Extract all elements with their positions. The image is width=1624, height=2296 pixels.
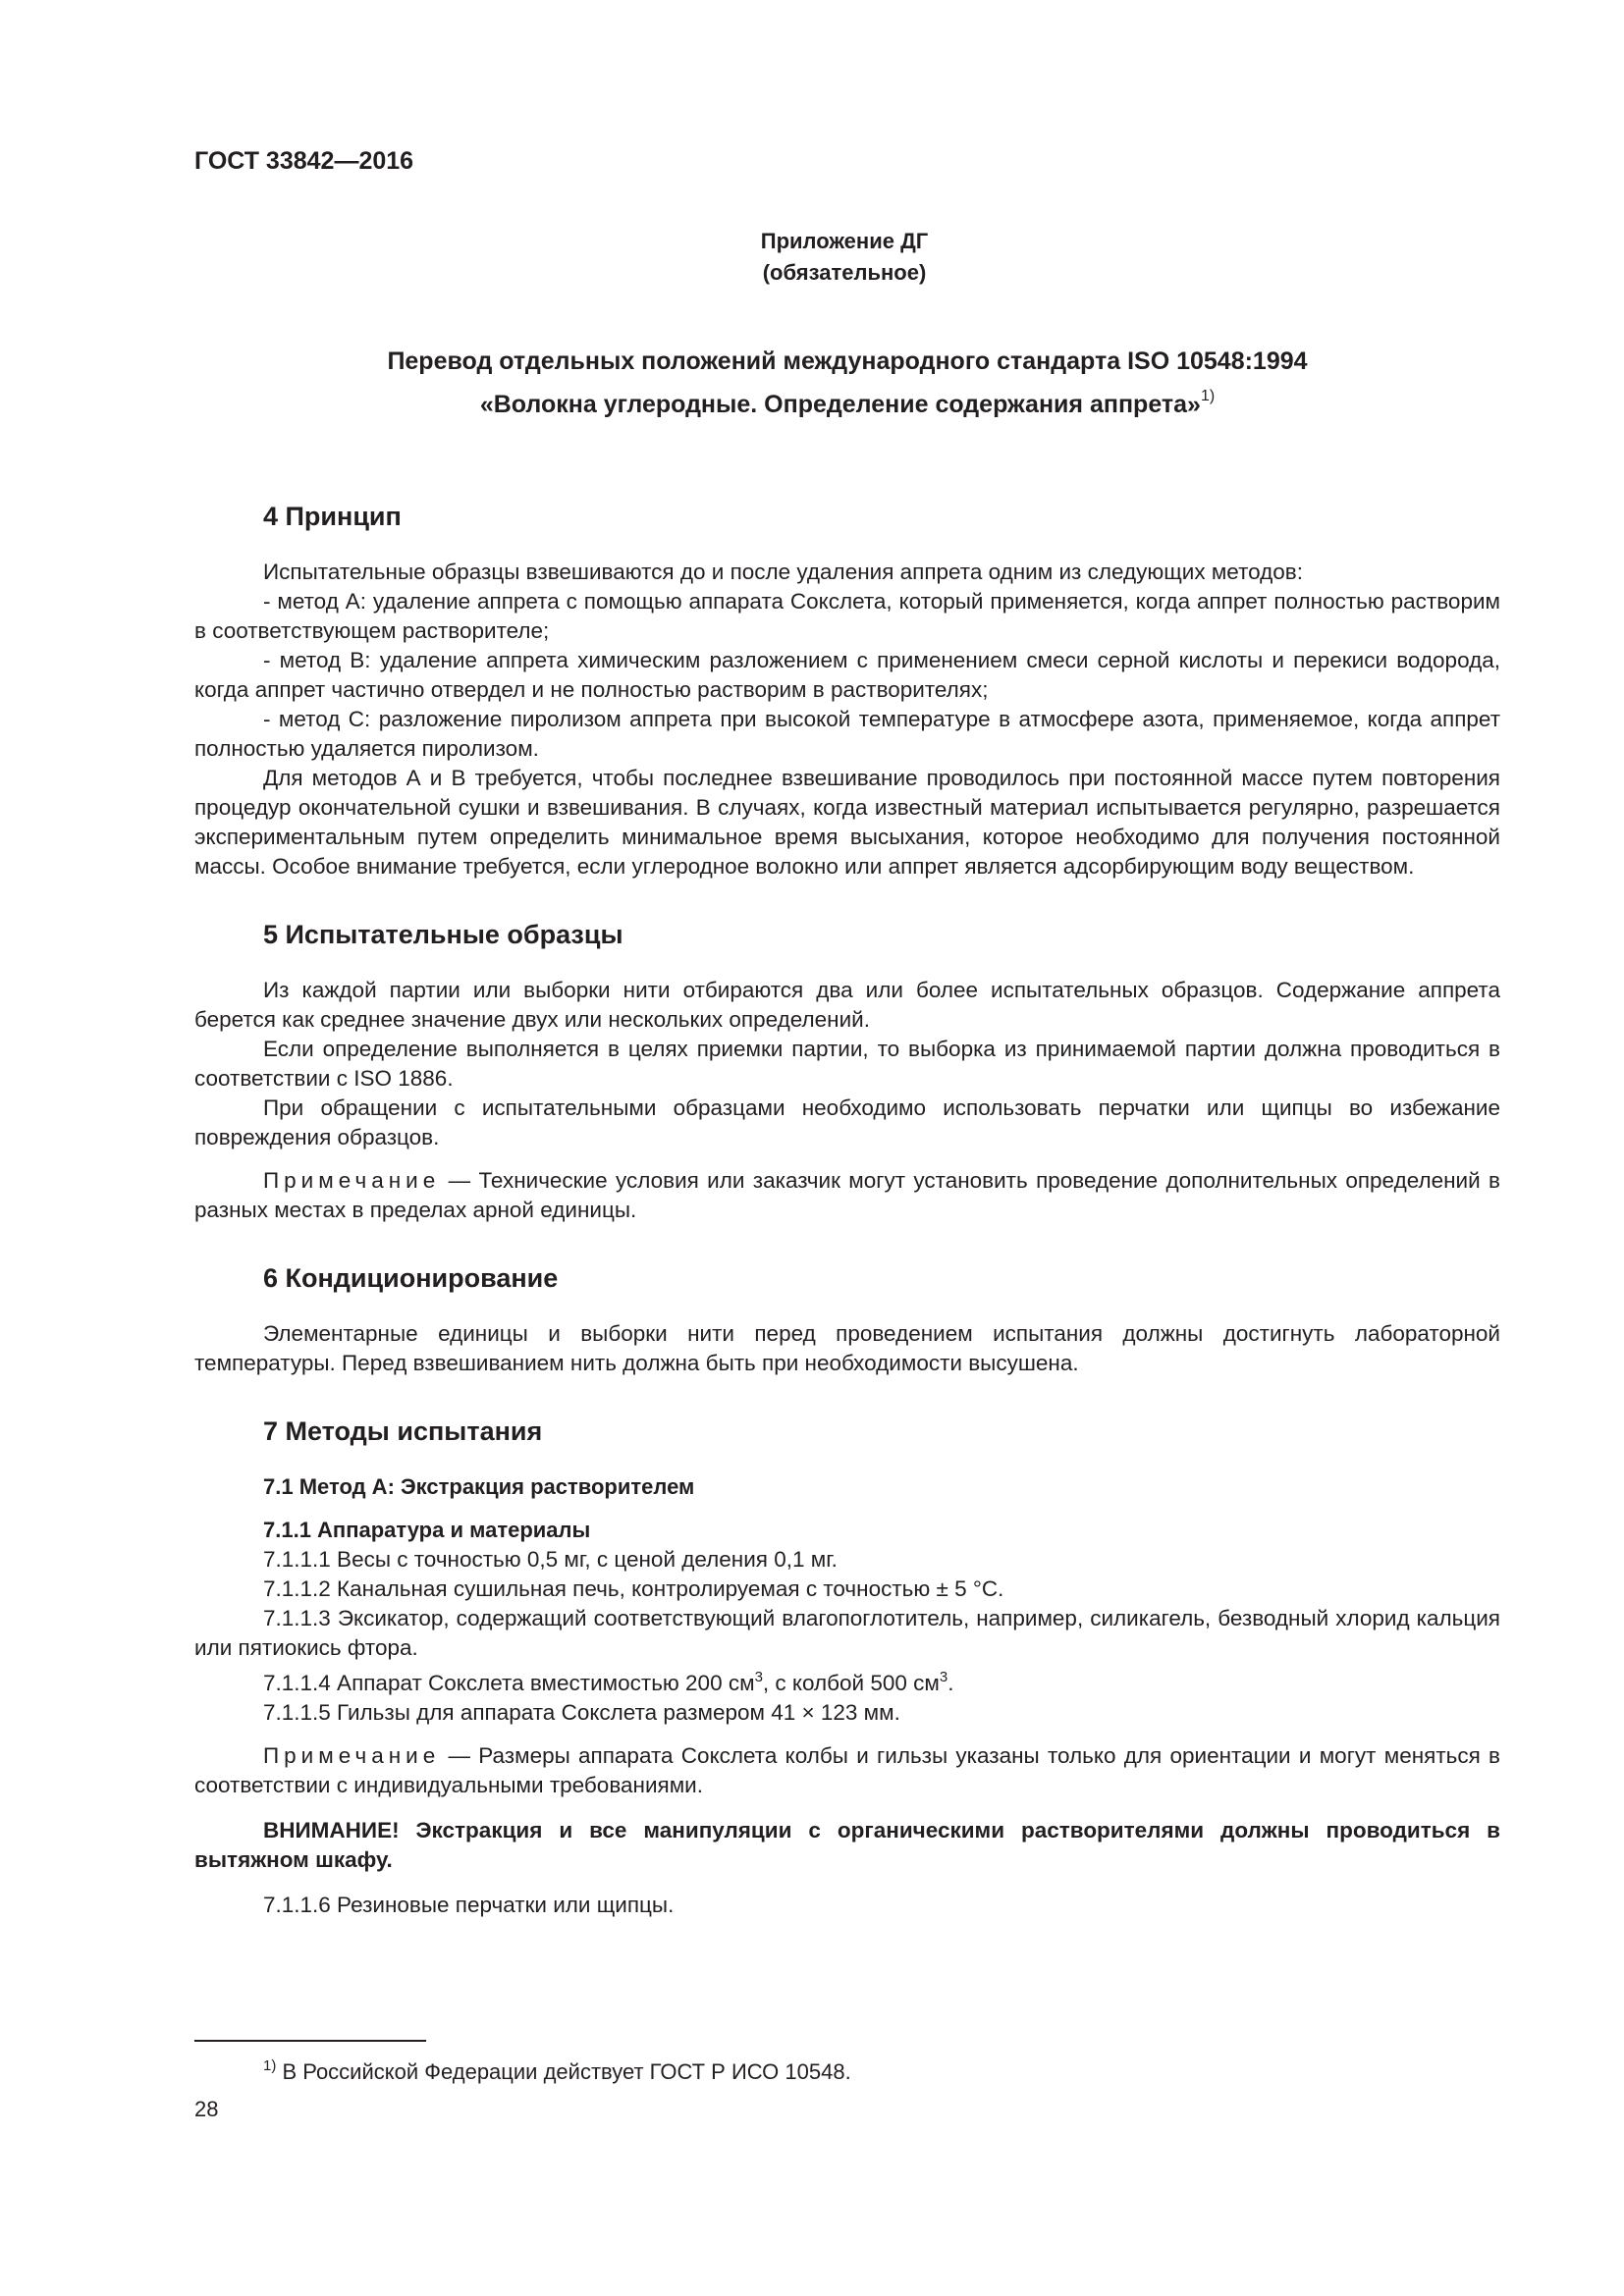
list-item: 7.1.1.1 Весы с точностью 0,5 мг, с ценой деления 0,1 мг. [263, 1547, 838, 1572]
footnote [263, 2052, 851, 2087]
section-heading: 4 Принцип [263, 502, 402, 531]
title-line-2: «Волокна углеродные. Определение содержания аппрета»$^{1)}$ [479, 388, 1216, 418]
appendix-title: Приложение ДГ [760, 229, 929, 253]
section-5 [194, 917, 1500, 1225]
section-heading: 6 Кондиционирование [263, 1263, 559, 1293]
document-body [194, 499, 1500, 1920]
footnote-mark: 1) [263, 2057, 277, 2074]
page-number: 28 [194, 2097, 219, 2121]
paragraph: Элементарные единицы и выборки нити перед проведением испытания должны достигнуть лабораторной температуры. Перед взвешиванием нить должна быть при необходимости высушена. [194, 1321, 1500, 1375]
title-line-1: Перевод отдельных положений международного стандарта ISO 10548:1994 [387, 347, 1308, 375]
list-item: 7.1.1.4 Аппарат Сокслета вместимостью 200 $см^3$, с колбой 500 $см^3$. [263, 1669, 954, 1695]
note [194, 1166, 1500, 1225]
note [194, 1741, 1500, 1800]
list-item: - метод А: удаление аппрета с помощью аппарата Сокслета, который применяется, когда аппрет полностью растворим в соответствующем растворителе; [194, 589, 1500, 643]
paragraph: Если определение выполняется в целях приемки партии, то выборка из принимаемой партии должна проводиться в соответствии с ISO 1886. [194, 1037, 1500, 1091]
note-label: Примечание [263, 1743, 441, 1768]
note-text: — Размеры аппарата Сокслета колбы и гильзы указаны только для ориентации и могут меняться в соответствии с индивидуальными требованиями. [194, 1743, 1500, 1797]
section-7 [194, 1414, 1500, 1920]
title-footnote-mark: 1) [1200, 388, 1216, 404]
section-heading: 7 Методы испытания [263, 1416, 543, 1446]
document-header: ГОСТ 33842—2016 [194, 147, 414, 175]
list-item: 7.1.1.2 Канальная сушильная печь, контролируемая с точностью ± 5 °С. [263, 1576, 1004, 1601]
section-heading: 5 Испытательные образцы [263, 920, 623, 949]
section-6 [194, 1260, 1500, 1378]
list-item: - метод В: удаление аппрета химическим разложением с применением смеси серной кислоты и перекиси водорода, когда аппрет частично отвердел и не полностью растворим в растворителях; [194, 648, 1500, 702]
list-item: 7.1.1.5 Гильзы для аппарата Сокслета размером 41 × 123 мм. [263, 1700, 900, 1725]
appendix-heading [393, 226, 1296, 289]
section-4 [194, 499, 1500, 881]
document-title [194, 344, 1500, 422]
subsection-heading: 7.1 Метод А: Экстракция растворителем [263, 1474, 695, 1499]
footnote-text: В Российской Федерации действует ГОСТ Р ИСО 10548. [276, 2059, 851, 2084]
list-item: 7.1.1.3 Эксикатор, содержащий соответствующий влагопоглотитель, например, силикагель, безводный хлорид кальция или пятиокись фтора. [194, 1606, 1500, 1660]
list-item: - метод С: разложение пиролизом аппрета при высокой температуре в атмосфере азота, применяемое, когда аппрет полностью удаляется пиролизом. [194, 707, 1500, 761]
footnote-divider [194, 2040, 426, 2042]
appendix-status: (обязательное) [762, 260, 927, 285]
paragraph: Для методов А и В требуется, чтобы последнее взвешивание проводилось при постоянной массе путем повторения процедур окончательной сушки и взвешивания. В случаях, когда известный материал испытывается регулярно, разрешается экспериментальным путем определить минимальное время высыхания, которое необходимо для получения постоянной массы. Особое внимание требуется, если углеродное волокно или аппрет является адсорбирующим воду веществом. [194, 766, 1500, 879]
warning-text: ВНИМАНИЕ! Экстракция и все манипуляции с органическими растворителями должны проводиться в вытяжном шкафу. [194, 1818, 1500, 1872]
paragraph: Испытательные образцы взвешиваются до и после удаления аппрета одним из следующих методов: [263, 560, 1303, 584]
note-text: — Технические условия или заказчик могут установить проведение дополнительных определений в разных местах в пределах арной единицы. [194, 1168, 1500, 1222]
note-label: Примечание [263, 1168, 441, 1193]
paragraph: Из каждой партии или выборки нити отбираются два или более испытательных образцов. Содержание аппрета берется как среднее значение двух или нескольких определений. [194, 978, 1500, 1032]
list-item: 7.1.1.6 Резиновые перчатки или щипцы. [263, 1893, 675, 1917]
subsection-heading: 7.1.1 Аппаратура и материалы [263, 1518, 591, 1542]
paragraph: При обращении с испытательными образцами необходимо использовать перчатки или щипцы во избежание повреждения образцов. [194, 1095, 1500, 1149]
